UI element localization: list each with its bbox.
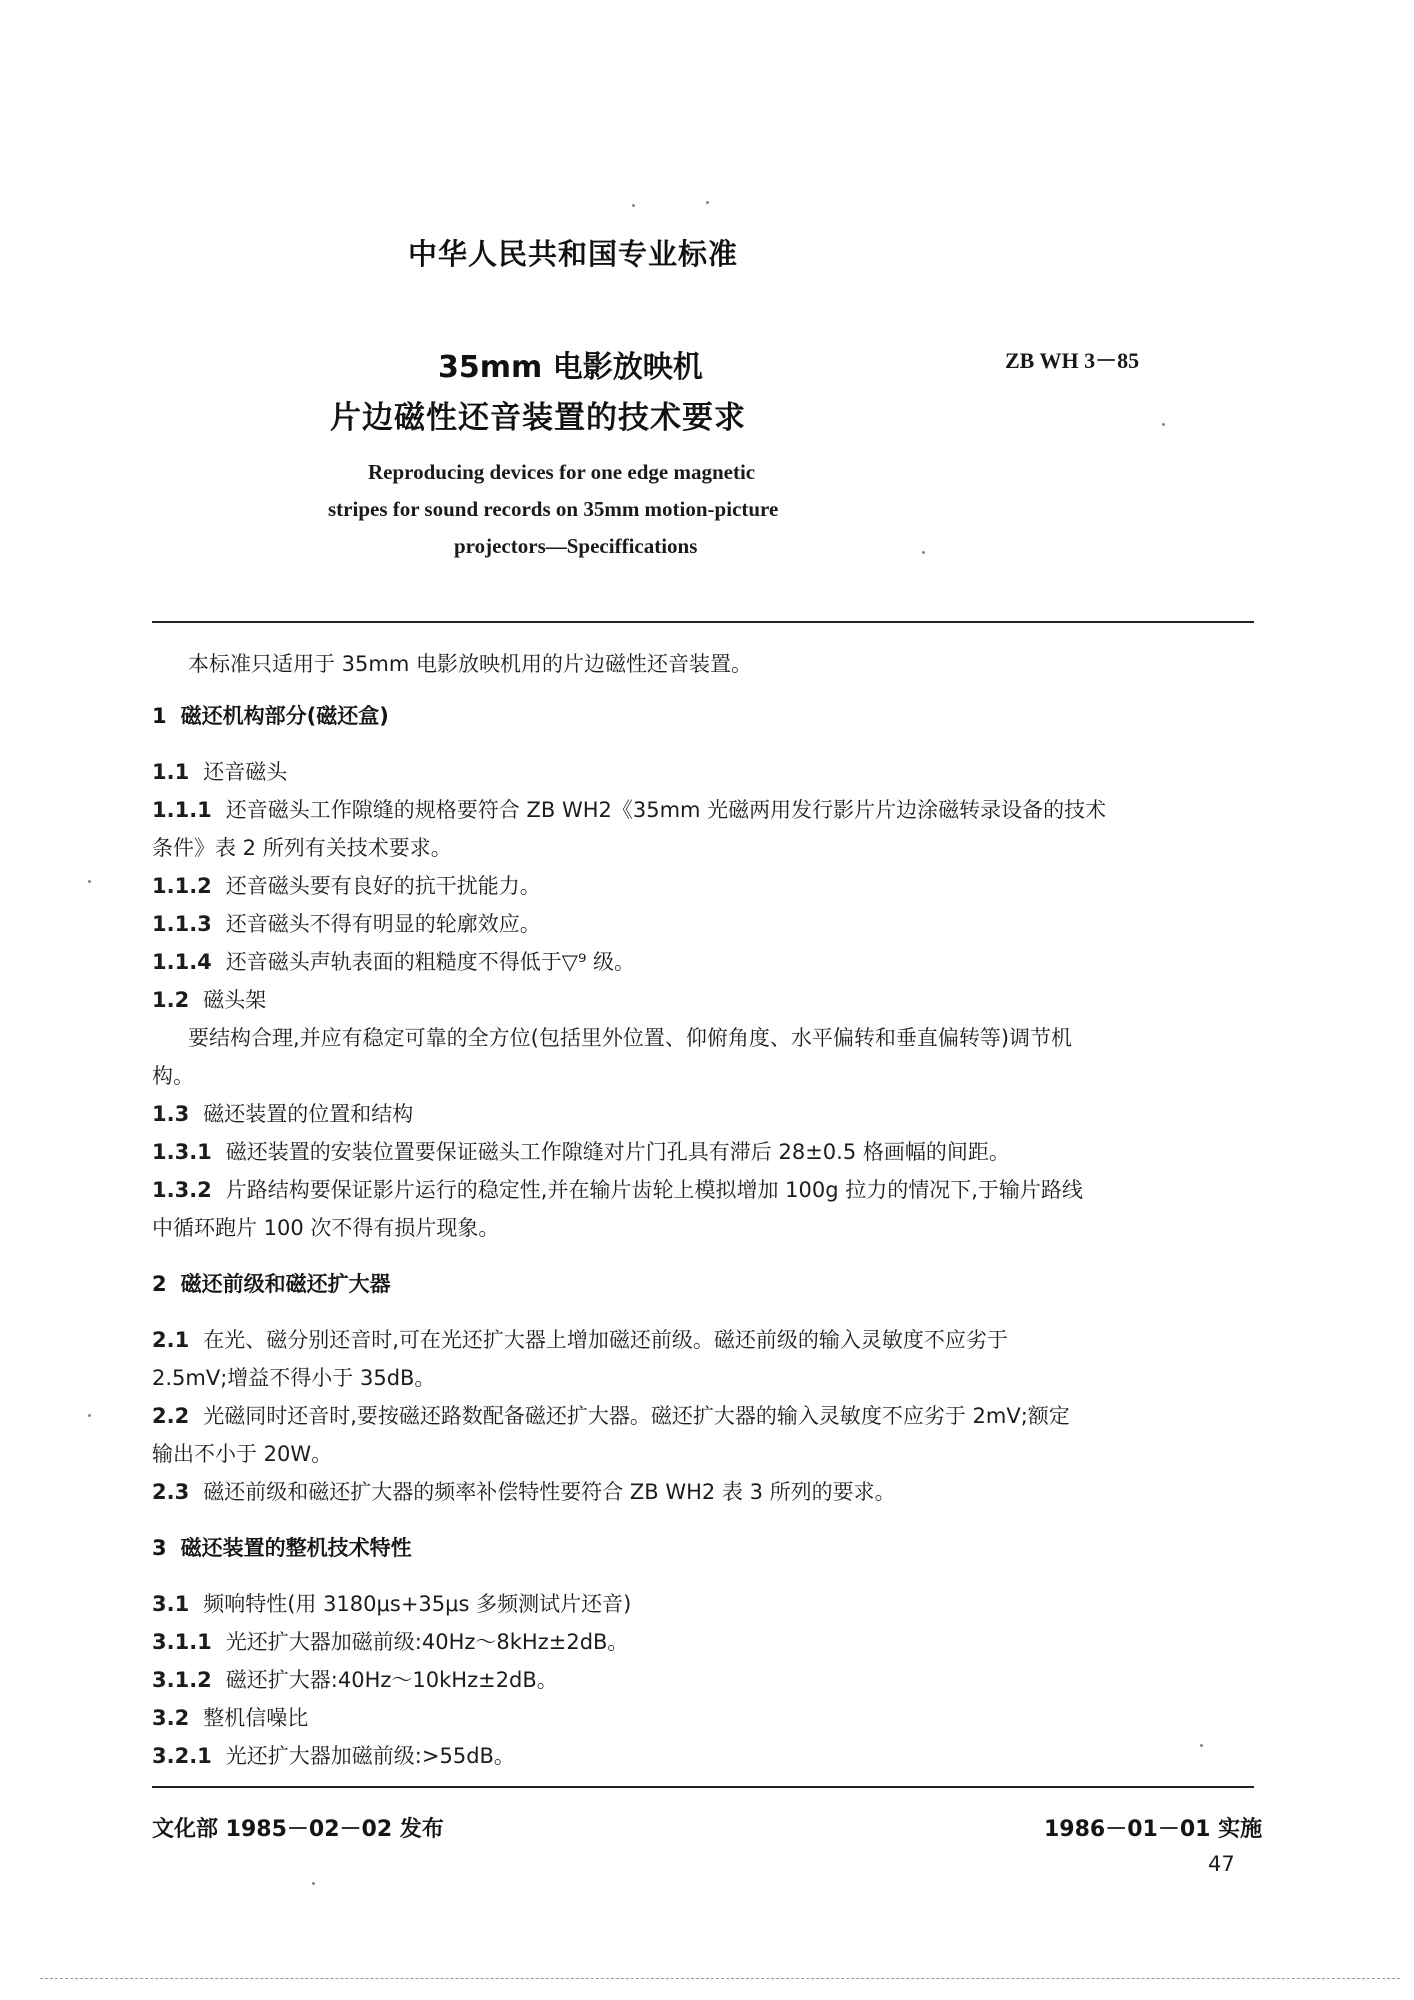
section-3-heading — [152, 1532, 412, 1562]
clause-number: 1.1.2 — [152, 874, 212, 898]
clause-text: 光磁同时还音时,要按磁还路数配备磁还扩大器。磁还扩大器的输入灵敏度不应劣于 2mV;额定 — [203, 1404, 1070, 1428]
clause-text: 还音磁头工作隙缝的规格要符合 ZB WH2《35mm 光磁两用发行影片片边涂磁转录设备的技术 — [225, 798, 1107, 822]
clause-number: 1.1.1 — [152, 798, 212, 822]
scan-speck — [706, 201, 709, 204]
clause-text: 光还扩大器加磁前级:40Hz～8kHz±2dB。 — [225, 1630, 629, 1654]
title-line-1: 35mm 电影放映机 — [438, 350, 703, 385]
clause-number: 1.2 — [152, 988, 190, 1012]
english-title-line-2: stripes for sound records on 35mm motion-picture — [328, 497, 779, 521]
standard-org-heading: 中华人民共和国专业标准 — [408, 237, 739, 271]
clause-number: 2.2 — [152, 1404, 190, 1428]
clause-number: 1.1 — [152, 760, 190, 784]
clause-number: 1.3.1 — [152, 1140, 212, 1164]
scan-speck — [1162, 423, 1165, 426]
clause-3-1-1 — [152, 1626, 628, 1656]
clause-text: 磁头架 — [203, 988, 267, 1012]
clause-1-1-1 — [152, 794, 1106, 824]
title-line-2: 片边磁性还音装置的技术要求 — [330, 400, 746, 436]
section-number: 3 — [152, 1536, 167, 1560]
page-number: 47 — [1208, 1852, 1235, 1876]
english-title-line-1: Reproducing devices for one edge magnetic — [368, 460, 756, 484]
clause-text: 还音磁头不得有明显的轮廓效应。 — [225, 912, 541, 936]
clause-text: 光还扩大器加磁前级:>55dB。 — [225, 1744, 515, 1768]
clause-number: 1.3.2 — [152, 1178, 212, 1202]
scan-edge-dashes — [40, 1978, 1400, 1979]
clause-3-1 — [152, 1588, 631, 1618]
clause-2-1-cont: 2.5mV;增益不得小于 35dB。 — [152, 1366, 436, 1390]
clause-text: 整机信噪比 — [203, 1706, 309, 1730]
clause-1-1-2 — [152, 870, 541, 900]
clause-1-3-2 — [152, 1174, 1083, 1204]
clause-number: 1.1.3 — [152, 912, 212, 936]
clause-number: 3.1 — [152, 1592, 190, 1616]
clause-number: 3.1.2 — [152, 1668, 212, 1692]
clause-text: 磁还前级和磁还扩大器的频率补偿特性要符合 ZB WH2 表 3 所列的要求。 — [203, 1480, 896, 1504]
clause-1-1-1-cont: 条件》表 2 所列有关技术要求。 — [152, 836, 452, 860]
scan-speck — [922, 551, 925, 554]
clause-number: 3.1.1 — [152, 1630, 212, 1654]
footer-divider — [152, 1786, 1254, 1788]
clause-number: 1.3 — [152, 1102, 190, 1126]
english-title-line-3: projectors—Speciffications — [454, 534, 698, 558]
clause-1-2 — [152, 984, 266, 1014]
clause-1-2-body-cont: 构。 — [152, 1064, 194, 1088]
section-number: 2 — [152, 1272, 167, 1296]
scan-speck — [312, 1882, 315, 1885]
section-title: 磁还机构部分(磁还盒) — [180, 704, 389, 728]
clause-text: 磁还扩大器:40Hz～10kHz±2dB。 — [225, 1668, 558, 1692]
intro-paragraph: 本标准只适用于 35mm 电影放映机用的片边磁性还音装置。 — [188, 652, 752, 676]
header-divider — [152, 621, 1254, 623]
clause-text: 磁还装置的安装位置要保证磁头工作隙缝对片门孔具有滞后 28±0.5 格画幅的间距。 — [225, 1140, 1010, 1164]
clause-number: 3.2.1 — [152, 1744, 212, 1768]
clause-3-1-2 — [152, 1664, 558, 1694]
clause-1-1-4 — [152, 946, 635, 976]
clause-1-3 — [152, 1098, 413, 1128]
clause-text: 磁还装置的位置和结构 — [203, 1102, 414, 1126]
clause-1-3-2-cont: 中循环跑片 100 次不得有损片现象。 — [152, 1216, 500, 1240]
clause-text: 在光、磁分别还音时,可在光还扩大器上增加磁还前级。磁还前级的输入灵敏度不应劣于 — [203, 1328, 1008, 1352]
standard-code: ZB WH 3－85 — [1005, 348, 1140, 373]
clause-text: 还音磁头 — [203, 760, 288, 784]
section-1-heading — [152, 700, 389, 730]
clause-number: 2.1 — [152, 1328, 190, 1352]
clause-text: 还音磁头声轨表面的粗糙度不得低于▽⁹ 级。 — [225, 950, 636, 974]
clause-2-2 — [152, 1400, 1070, 1430]
section-title: 磁还装置的整机技术特性 — [180, 1536, 412, 1560]
clause-text: 片路结构要保证影片运行的稳定性,并在输片齿轮上模拟增加 100g 拉力的情况下,于输片路线 — [225, 1178, 1083, 1202]
issue-date: 文化部 1985－02－02 发布 — [152, 1817, 444, 1842]
scan-speck — [88, 1414, 91, 1417]
clause-2-1 — [152, 1324, 1008, 1354]
clause-3-2 — [152, 1702, 308, 1732]
scan-speck — [88, 880, 91, 883]
section-title: 磁还前级和磁还扩大器 — [180, 1272, 391, 1296]
scan-speck — [1200, 1744, 1203, 1747]
clause-3-2-1 — [152, 1740, 515, 1770]
section-2-heading — [152, 1268, 391, 1298]
clause-text: 还音磁头要有良好的抗干扰能力。 — [225, 874, 541, 898]
scan-speck — [632, 204, 635, 207]
clause-1-3-1 — [152, 1136, 1010, 1166]
clause-number: 3.2 — [152, 1706, 190, 1730]
clause-2-3 — [152, 1476, 896, 1506]
clause-1-1-3 — [152, 908, 541, 938]
effective-date: 1986－01－01 实施 — [1044, 1817, 1263, 1842]
clause-number: 2.3 — [152, 1480, 190, 1504]
section-number: 1 — [152, 704, 167, 728]
clause-1-2-body: 要结构合理,并应有稳定可靠的全方位(包括里外位置、仰俯角度、水平偏转和垂直偏转等)调节机 — [188, 1026, 1073, 1050]
clause-text: 频响特性(用 3180μs+35μs 多频测试片还音) — [203, 1592, 632, 1616]
clause-1-1 — [152, 756, 287, 786]
clause-number: 1.1.4 — [152, 950, 212, 974]
clause-2-2-cont: 输出不小于 20W。 — [152, 1442, 333, 1466]
